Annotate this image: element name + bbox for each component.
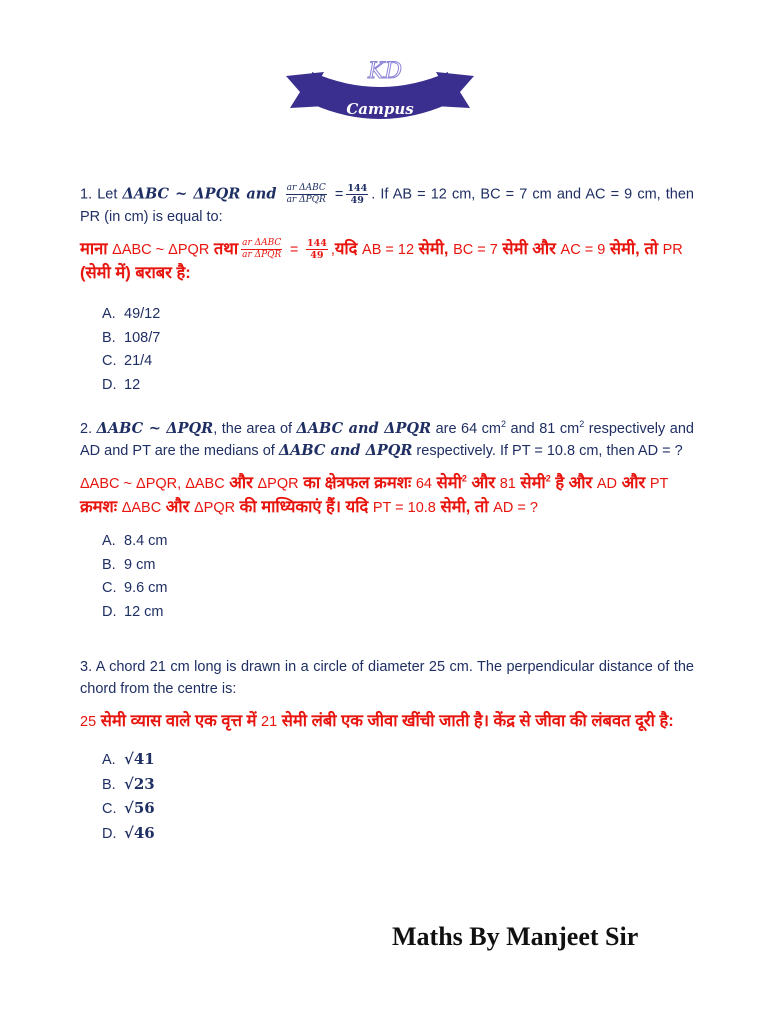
question-1-hindi: माना ΔABC ~ ΔPQR तथा $\frac{\text{ar ΔABC}}{\text{ar ΔPQR}}$ = $\frac{144}{49}$ ,यदि AB = 12 सेमी, BC = 7 सेमी और AC = 9 सेमी, तो PR (सेमी में) बराबर है: [80, 238, 683, 282]
ratio-fraction: $\frac{\text{ar ΔABC}}{\text{ar ΔPQR}}$ [286, 183, 326, 205]
option-c: C. 21/4 [102, 353, 153, 369]
logo-text-kd: KD [368, 59, 403, 84]
option-a: A. 49/12 [102, 306, 161, 322]
option-d: D. 12 [102, 376, 141, 393]
question-1-options [80, 303, 694, 397]
option-c: C. √56 [102, 799, 155, 817]
option-b: B. √23 [102, 774, 155, 793]
question-1-english: 1. Let ΔABC ~ ΔPQR and $\frac{\text{ar ΔABC}}{\text{ar ΔPQR}}$ = $\frac{144}{49}$ . If AB = 12 cm, BC = 7 cm and AC = 9 cm, then PR (in cm) is equal to: [80, 183, 694, 225]
question-1 [80, 183, 694, 397]
question-2-options [80, 530, 694, 624]
option-d: D. 12 cm [102, 603, 164, 620]
option-d: D. √46 [102, 823, 155, 842]
question-3-english: 3. A chord 21 cm long is drawn in a circle of diameter 25 cm. The perpendicular distance of the chord from the centre is: [80, 659, 694, 697]
option-b: B. 9 cm [102, 556, 156, 573]
value-fraction: $\frac{144}{49}$ [347, 183, 368, 206]
option-a: A. √41 [102, 750, 155, 768]
option-a: A. 8.4 cm [102, 533, 168, 549]
question-2-english: 2. ΔABC ~ ΔPQR, the area of ΔABC and ΔPQR are 64 $cm^2$ and 81 $cm^2$ respectively and AD and PT are the medians of ΔABC and ΔPQR respectively. If PT = 10.8 cm, then AD = ? [80, 419, 694, 459]
option-b: B. 108/7 [102, 329, 161, 346]
kd-campus-logo [280, 58, 480, 133]
question-3-options [80, 748, 694, 846]
author-footer: Maths By Manjeet Sir [392, 922, 639, 951]
option-c: C. 9.6 cm [102, 580, 168, 596]
question-3-hindi: 25 सेमी व्यास वाले एक वृत्त में 21 सेमी लंबी एक जीवा खींची जाती है। केंद्र से जीवा की लंबवत दूरी है: [80, 712, 674, 730]
logo-text-campus: Campus [346, 100, 414, 118]
question-2 [80, 418, 694, 624]
question-2-hindi: ΔABC ~ ΔPQR, ΔABC और ΔPQR का क्षेत्रफल क्रमशः 64 सेमी$^2$ और 81 सेमी$^2$ है और AD और PT क्रमशः ΔABC और ΔPQR की माध्यिकाएं हैं। यदि PT = 10.8 सेमी, तो AD = ? [80, 473, 669, 516]
question-3 [80, 656, 694, 846]
